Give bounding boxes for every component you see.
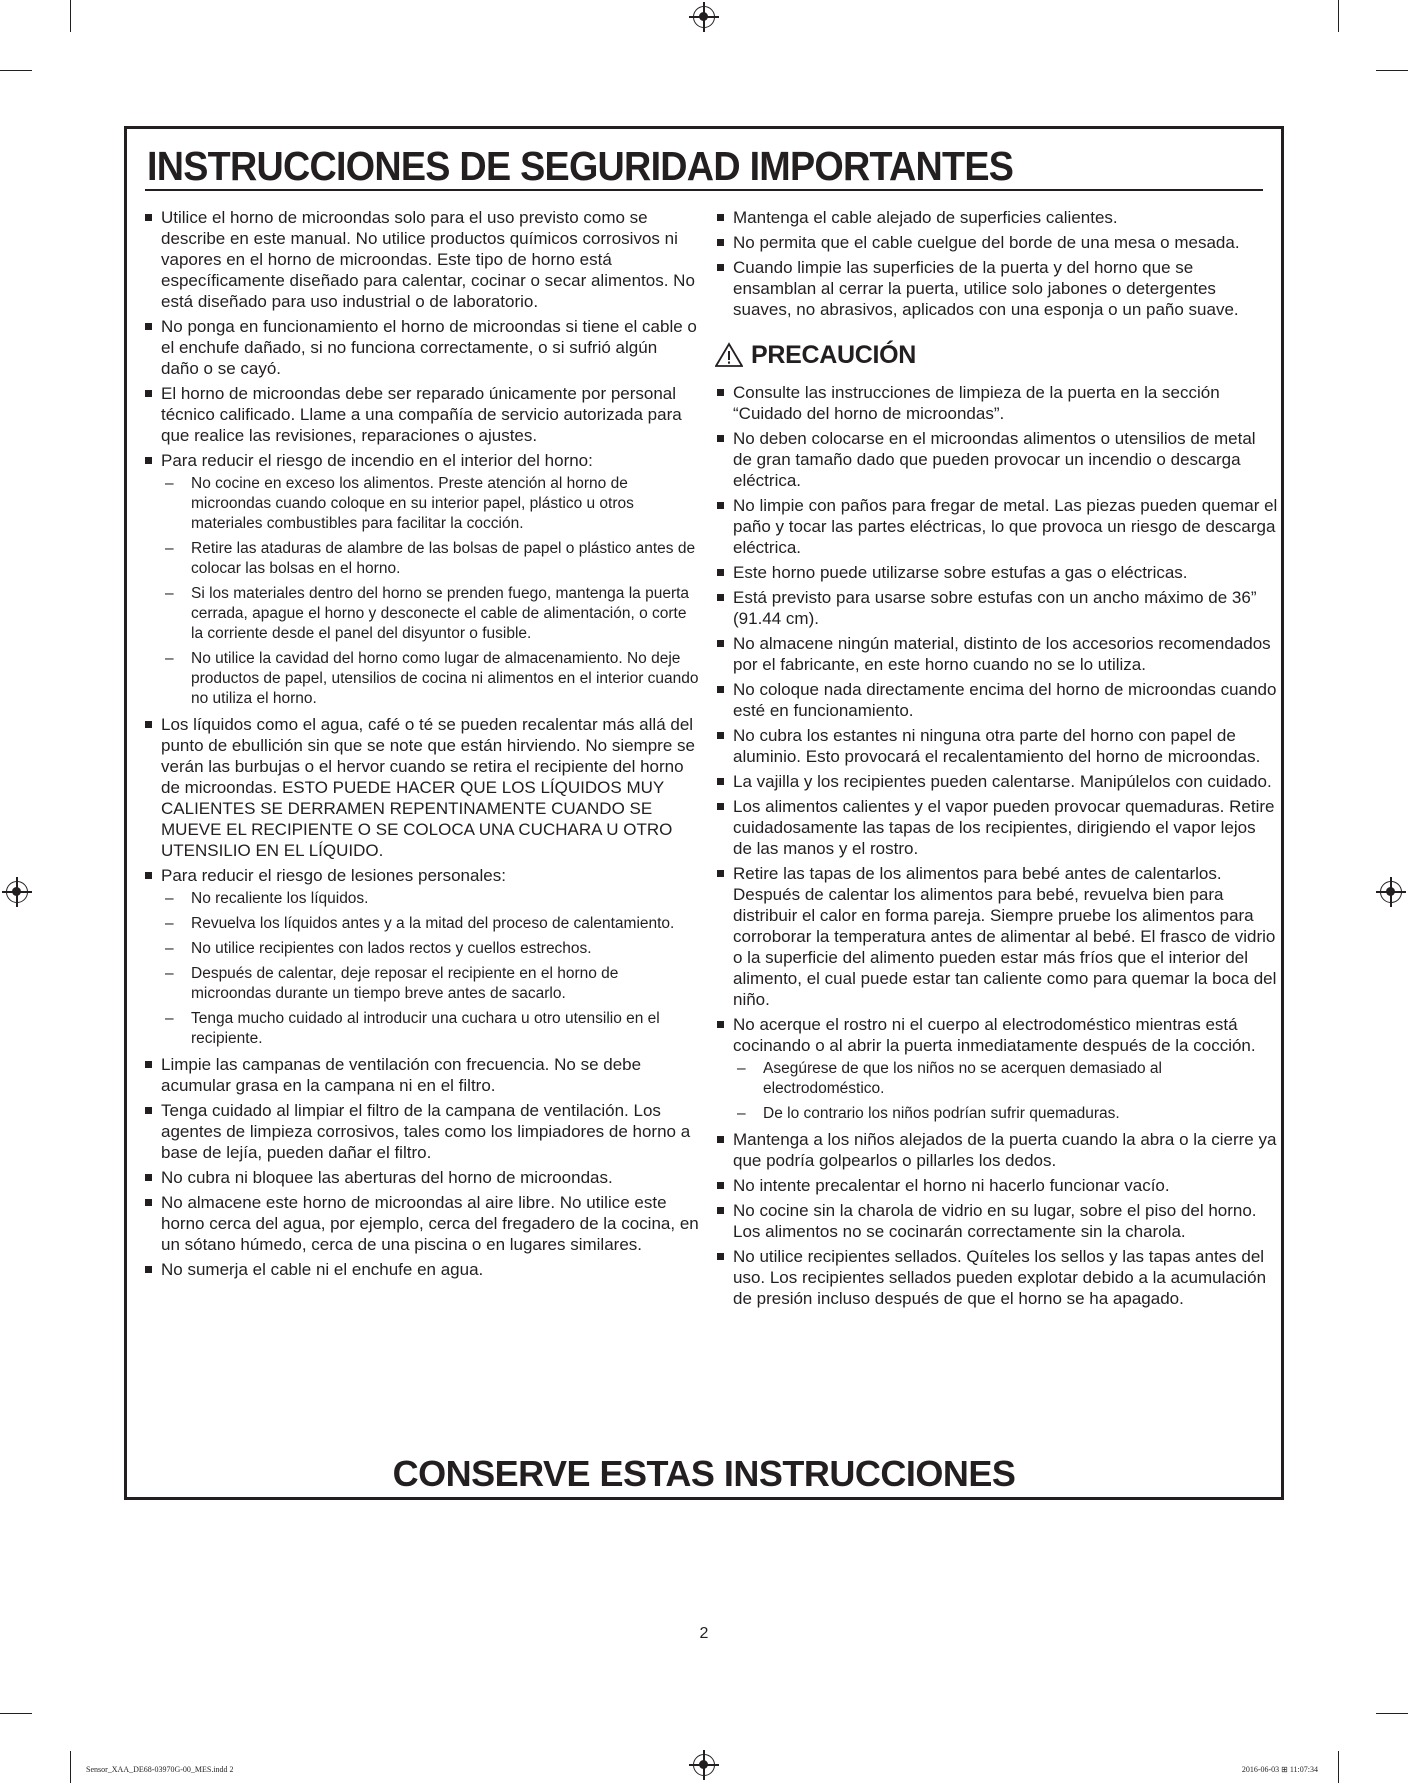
sub-list xyxy=(161,474,699,709)
bullet-text: No sumerja el cable ni el enchufe en agua. xyxy=(161,1260,484,1279)
sub-list-item: – De lo contrario los niños podrían sufrir quemaduras. xyxy=(733,1104,1279,1124)
list-item xyxy=(713,1246,1279,1309)
crop-mark xyxy=(70,1751,71,1783)
list-item xyxy=(141,1100,699,1163)
crop-mark xyxy=(1376,70,1408,71)
sub-list-item: – Si los materiales dentro del horno se prenden fuego, mantenga la puerta cerrada, apague el horno y desconecte el cable de alimentación, o corte la corriente desde el panel del disyuntor o fusible. xyxy=(161,584,699,644)
left-bullet-list xyxy=(141,207,699,1280)
list-item xyxy=(141,1259,699,1280)
list-item xyxy=(141,383,699,446)
crop-mark xyxy=(0,1713,32,1714)
list-item xyxy=(713,863,1279,1010)
file-slug: Sensor_XAA_DE68-03970G-00_MES.indd 2 xyxy=(86,1765,234,1774)
sub-list-item: – No cocine en exceso los alimentos. Preste atención al horno de microondas cuando coloque en su interior papel, plástico u otros materiales combustibles para facilitar la cocción. xyxy=(161,474,699,534)
list-item xyxy=(141,1054,699,1096)
sub-list xyxy=(733,1059,1279,1124)
list-item xyxy=(713,382,1279,424)
sub-list xyxy=(161,889,699,1049)
list-item xyxy=(713,495,1279,558)
list-item xyxy=(713,207,1279,228)
bullet-text: Está previsto para usarse sobre estufas con un ancho máximo de 36” (91.44 cm). xyxy=(733,588,1257,628)
bullet-text: Para reducir el riesgo de incendio en el interior del horno: xyxy=(161,451,593,470)
footer-title: CONSERVE ESTAS INSTRUCCIONES xyxy=(392,1453,1016,1494)
bullet-text: Los líquidos como el agua, café o té se pueden recalentar más allá del punto de ebullición sin que se note que están hirviendo. No siempre se verán las burbujas o el hervor cuando se retira el recipiente del horno de microondas. ESTO PUEDE HACER QUE LOS LÍQUIDOS MUY CALIENTES SE DERRAMEN REPENTINAMENTE CUANDO SE MUEVE EL RECIPIENTE O SE COLOCA UNA CUCHARA U OTRO UTENSILIO EN EL LÍQUIDO. xyxy=(161,715,695,860)
list-item xyxy=(713,633,1279,675)
crop-mark xyxy=(0,70,32,71)
crop-mark xyxy=(1338,0,1339,32)
bullet-text: No permita que el cable cuelgue del borde de una mesa o mesada. xyxy=(733,233,1240,252)
bullet-text: La vajilla y los recipientes pueden calentarse. Manipúlelos con cuidado. xyxy=(733,772,1272,791)
title-divider xyxy=(145,189,1263,191)
bullet-text: No intente precalentar el horno ni hacerlo funcionar vacío. xyxy=(733,1176,1170,1195)
bullet-text: No ponga en funcionamiento el horno de microondas si tiene el cable o el enchufe dañado, si no funciona correctamente, o si sufrió algún daño o se cayó. xyxy=(161,317,697,378)
page-number: 2 xyxy=(699,1625,709,1642)
bullet-text: Mantenga a los niños alejados de la puerta cuando la abra o la cierre ya que podría golpearlos o pillarles los dedos. xyxy=(733,1130,1277,1170)
bullet-text: Para reducir el riesgo de lesiones personales: xyxy=(161,866,506,885)
list-item xyxy=(713,796,1279,859)
list-item xyxy=(713,679,1279,721)
crop-mark xyxy=(70,0,71,32)
sub-list-item: – Asegúrese de que los niños no se acerquen demasiado al electrodoméstico. xyxy=(733,1059,1279,1099)
list-item xyxy=(713,1200,1279,1242)
list-item xyxy=(713,587,1279,629)
bullet-text: Limpie las campanas de ventilación con frecuencia. No se debe acumular grasa en la campana ni en el filtro. xyxy=(161,1055,642,1095)
right-column xyxy=(713,207,1279,1313)
list-item xyxy=(141,714,699,861)
bullet-text: No coloque nada directamente encima del horno de microondas cuando esté en funcionamiento. xyxy=(733,680,1277,720)
bullet-text: El horno de microondas debe ser reparado únicamente por personal técnico calificado. Llame a una compañía de servicio autorizada para que realice las revisiones, reparaciones o ajustes. xyxy=(161,384,682,445)
sub-list-item: – Revuelva los líquidos antes y a la mitad del proceso de calentamiento. xyxy=(161,914,699,934)
bullet-text: No almacene este horno de microondas al aire libre. No utilice este horno cerca del agua, por ejemplo, cerca del fregadero de la cocina, en un sótano húmedo, cerca de una piscina o en lugares similares. xyxy=(161,1193,699,1254)
bullet-text: No acerque el rostro ni el cuerpo al electrodoméstico mientras está cocinando o al abrir la puerta inmediatamente después de la cocción. xyxy=(733,1015,1256,1055)
sub-list-item: – No utilice recipientes con lados rectos y cuellos estrechos. xyxy=(161,939,699,959)
bullet-text: Cuando limpie las superficies de la puerta y del horno que se ensamblan al cerrar la puerta, utilice solo jabones o detergentes suaves, no abrasivos, aplicados con una esponja o un paño suave. xyxy=(733,258,1239,319)
list-item xyxy=(713,232,1279,253)
crop-mark xyxy=(1376,1713,1408,1714)
bullet-text: No utilice recipientes sellados. Quíteles los sellos y las tapas antes del uso. Los recipientes sellados pueden explotar debido a la acumulación de presión incluso después de que el horno se ha apagado. xyxy=(733,1247,1267,1308)
right-bullet-list xyxy=(713,207,1279,320)
list-item xyxy=(141,1167,699,1188)
precaution-bullet-list xyxy=(713,382,1279,1309)
left-column xyxy=(141,207,699,1284)
list-item xyxy=(713,562,1279,583)
bullet-text: Los alimentos calientes y el vapor pueden provocar quemaduras. Retire cuidadosamente las tapas de los recipientes, dirigiendo el vapor lejos de las manos y el rostro. xyxy=(733,797,1275,858)
warning-triangle-icon xyxy=(715,342,743,368)
bullet-text: Consulte las instrucciones de limpieza de la puerta en la sección “Cuidado del horno de microondas”. xyxy=(733,383,1220,423)
sub-list-item: – No recaliente los líquidos. xyxy=(161,889,699,909)
sub-list-item: – No utilice la cavidad del horno como lugar de almacenamiento. No deje productos de papel, utensilios de cocina ni alimentos en el interior cuando no utiliza el horno. xyxy=(161,649,699,709)
sub-list-item: – Tenga mucho cuidado al introducir una cuchara u otro utensilio en el recipiente. xyxy=(161,1009,699,1049)
bullet-text: No almacene ningún material, distinto de los accesorios recomendados por el fabricante, en este horno cuando no se lo utiliza. xyxy=(733,634,1271,674)
registration-mark-icon xyxy=(1380,881,1402,903)
bullet-text: Utilice el horno de microondas solo para el uso previsto como se describe en este manual. No utilice productos químicos corrosivos ni vapores en el horno de microondas. Este tipo de horno está específicamente diseñado para calentar, cocinar o secar alimentos. No está diseñado para uso industrial o de laboratorio. xyxy=(161,208,695,311)
list-item xyxy=(141,865,699,1049)
bullet-text: Mantenga el cable alejado de superficies calientes. xyxy=(733,208,1118,227)
list-item xyxy=(713,1129,1279,1171)
registration-mark-icon xyxy=(6,881,28,903)
list-item xyxy=(141,450,699,709)
sub-list-item: – Después de calentar, deje reposar el recipiente en el horno de microondas durante un tiempo breve antes de sacarlo. xyxy=(161,964,699,1004)
bullet-text: No cubra ni bloquee las aberturas del horno de microondas. xyxy=(161,1168,613,1187)
list-item xyxy=(141,207,699,312)
precaution-title: PRECAUCIÓN xyxy=(751,340,917,369)
list-item xyxy=(713,1175,1279,1196)
list-item xyxy=(713,1014,1279,1124)
sub-list-item: – Retire las ataduras de alambre de las bolsas de papel o plástico antes de colocar las bolsas en el horno. xyxy=(161,539,699,579)
date-slug: 2016-06-03 ⊞ 11:07:34 xyxy=(1241,1765,1318,1774)
list-item xyxy=(713,771,1279,792)
bullet-text: Tenga cuidado al limpiar el filtro de la campana de ventilación. Los agentes de limpieza corrosivos, tales como los limpiadores de horno a base de lejía, pueden dañar el filtro. xyxy=(161,1101,691,1162)
list-item xyxy=(713,257,1279,320)
registration-mark-icon xyxy=(693,1754,715,1776)
bullet-text: Retire las tapas de los alimentos para bebé antes de calentarlos. Después de calentar los alimentos para bebé, revuelva bien para distribuir el calor en forma pareja. Siempre pruebe los alimentos para corroborar la temperatura antes de alimentar al bebé. El frasco de vidrio o la superficie del alimento pueden estar más fríos que el interior del alimento, el cual puede estar tan caliente como para quemar la boca del niño. xyxy=(733,864,1277,1009)
registration-mark-icon xyxy=(693,6,715,28)
list-item xyxy=(141,1192,699,1255)
bullet-text: No deben colocarse en el microondas alimentos o utensilios de metal de gran tamaño dado que pueden provocar un incendio o descarga eléctrica. xyxy=(733,429,1256,490)
list-item xyxy=(713,725,1279,767)
list-item xyxy=(141,316,699,379)
page-title: INSTRUCCIONES DE SEGURIDAD IMPORTANTES xyxy=(147,143,1014,189)
bullet-text: No limpie con paños para fregar de metal. Las piezas pueden quemar el paño y tocar las partes eléctricas, lo que provoca un riesgo de descarga eléctrica. xyxy=(733,496,1278,557)
bullet-text: No cubra los estantes ni ninguna otra parte del horno con papel de aluminio. Esto provocará el recalentamiento del horno de microondas. xyxy=(733,726,1261,766)
crop-mark xyxy=(1338,1751,1339,1783)
list-item xyxy=(713,428,1279,491)
bullet-text: No cocine sin la charola de vidrio en su lugar, sobre el piso del horno. Los alimentos no se cocinarán correctamente sin la charola. xyxy=(733,1201,1257,1241)
precaution-heading xyxy=(715,342,1279,368)
safety-instructions-box xyxy=(124,126,1284,1500)
bullet-text: Este horno puede utilizarse sobre estufas a gas o eléctricas. xyxy=(733,563,1188,582)
